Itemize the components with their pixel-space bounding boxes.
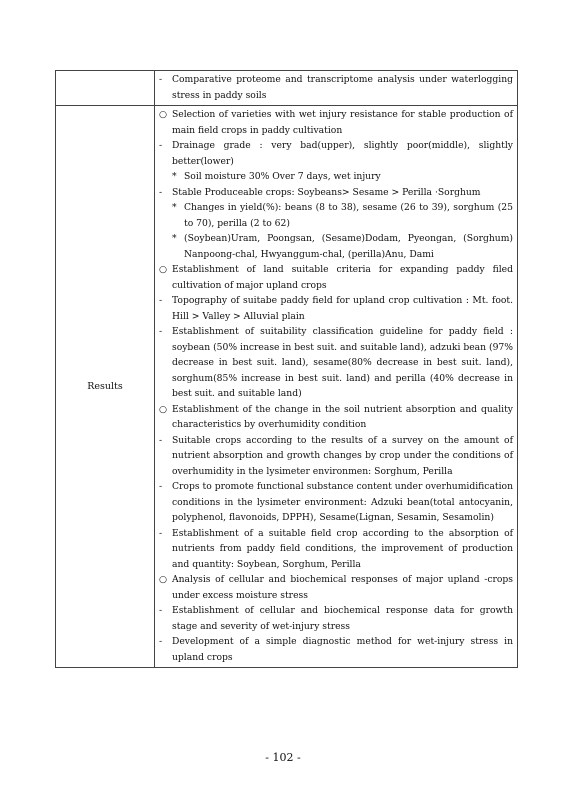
bullet-marker: * (172, 233, 177, 244)
list-item (159, 185, 513, 201)
list-item (159, 293, 513, 324)
list-item-text: Selection of varieties with wet injury resistance for stable production of main field crops in paddy cultivation (172, 109, 513, 136)
list-item-text: Establishment of land suitable criteria for expanding paddy filed cultivation of major upland crops (172, 264, 513, 291)
list-item (159, 262, 513, 293)
list-item (159, 324, 513, 402)
list-item (159, 138, 513, 169)
list-item-text: Drainage grade : very bad(upper), slightly poor(middle), slightly better(lower) (172, 140, 513, 167)
bullet-marker: - (159, 605, 163, 616)
list-item (159, 526, 513, 573)
list-item-text: Changes in yield(%): beans (8 to 38), sesame (26 to 39), sorghum (25 to 70), perilla (2 to 62) (184, 202, 513, 229)
list-item-text: Crops to promote functional substance content under overhumidification conditions in the lysimeter environment: Adzuki bean(total antocyanin, polyphenol, flavonoids, DPPH), Sesame(Lignan, Sesamin, Sesamolin) (172, 481, 513, 523)
bullet-marker: - (159, 326, 163, 337)
results-table (55, 70, 518, 668)
row-content (155, 106, 518, 668)
list-item-text: (Soybean)Uram, Poongsan, (Sesame)Dodam, Pyeongan, (Sorghum) Nanpoong-chal, Hwyanggum-chal, (perilla)Anu, Dami (184, 233, 513, 260)
table-row (56, 71, 518, 106)
list-item-text: Comparative proteome and transcriptome analysis under waterlogging stress in paddy soils (172, 74, 513, 101)
list-item-text: Development of a simple diagnostic method for wet-injury stress in upland crops (172, 636, 513, 663)
row-label (56, 71, 155, 106)
list-item (159, 72, 513, 103)
row-content (155, 71, 518, 106)
bullet-marker: - (159, 527, 163, 539)
list-item-text: Stable Produceable crops: Soybeans> Sesame > Perilla ·Sorghum (172, 186, 481, 198)
list-item (159, 107, 513, 138)
bullet-marker: ○ (159, 264, 168, 275)
bullet-marker: - (159, 186, 163, 198)
list-item-text: Establishment of cellular and biochemical response data for growth stage and severity of wet-injury stress (172, 605, 513, 632)
row-label: Results (56, 106, 155, 668)
bullet-marker: - (159, 74, 163, 85)
list-item-text: Establishment of suitability classification guideline for paddy field : soybean (50% increase in best suit. and suitable land), adzuki bean (97% decrease in best suit. land), sesame(80% decrease in best suit. land), sorghum(85% increase in best suit. land) and perilla (40% decrease in best suit. and suitable land) (172, 326, 513, 399)
list-item-text: Suitable crops according to the results of a survey on the amount of nutrient absorption and growth changes by crop under the conditions of overhumidity in the lysimeter environmen: Sorghum, Perilla (172, 434, 513, 477)
table-row (56, 106, 518, 668)
bullet-marker: ○ (159, 109, 168, 120)
bullet-marker: * (172, 202, 177, 213)
list-item-text: Analysis of cellular and biochemical responses of major upland -crops under excess moisture stress (172, 574, 513, 601)
list-item (159, 603, 513, 634)
list-item (159, 231, 513, 262)
bullet-marker: - (159, 481, 163, 492)
list-item (159, 402, 513, 433)
list-item (159, 634, 513, 665)
list-item-text: Topography of suitabe paddy field for upland crop cultivation : Mt. foot. Hill > Valley > Alluvial plain (172, 295, 513, 322)
bullet-marker: - (159, 434, 163, 446)
list-item-text: Soil moisture 30% Over 7 days, wet injury (184, 171, 381, 182)
bullet-marker: - (159, 295, 163, 306)
page-number: - 102 - (265, 751, 301, 764)
list-item-text: Establishment of the change in the soil nutrient absorption and quality characteristics by overhumidity condition (172, 403, 513, 430)
bullet-marker: - (159, 140, 163, 151)
bullet-marker: ○ (159, 574, 168, 585)
list-item (159, 169, 513, 185)
list-item (159, 572, 513, 603)
list-item-text: Establishment of a suitable field crop according to the absorption of nutrients from paddy field conditions, the improvement of production and quantity: Soybean, Sorghum, Perilla (172, 527, 513, 570)
list-item (159, 200, 513, 231)
list-item (159, 479, 513, 526)
bullet-marker: - (159, 636, 163, 647)
list-item (159, 433, 513, 480)
bullet-marker: ○ (159, 403, 168, 415)
bullet-marker: * (172, 171, 177, 182)
